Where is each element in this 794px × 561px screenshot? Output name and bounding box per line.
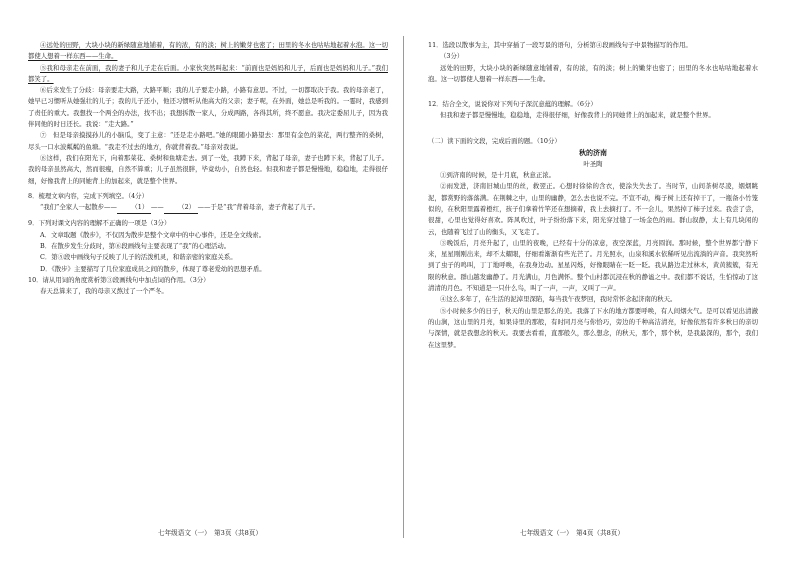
question-12-quote: 但我和妻子都是慢慢地，稳稳地，走得很仔细，好像我背上的同她背上的加起来，就是整个世界。 [440, 111, 715, 120]
page-4-footer: 七年级语文（一） 第4页（共8页） [520, 529, 624, 537]
question-11-score: （3分） [440, 52, 464, 61]
question-12: 12．结合全文，说说你对下列句子深沉意蕴的理解。（6分） [428, 100, 597, 109]
answer-blank-1[interactable]: （1） [117, 202, 151, 214]
page-3-footer: 七年级语文（一） 第3页（共8页） [158, 529, 262, 537]
question-8: 8．梳理文章内容，完成下列填空。（4分） [28, 191, 148, 200]
section-2-heading: （二）读下面的文段，完成后面的题。（10分） [428, 136, 561, 145]
reading-paragraph-3: ③晚饭后，月亮升起了，山里的夜晚，已经有十分的凉意，夜空深蓝，月亮圆润。那时候，整个世界都宁静下来，星星刚刚出来，却不太耀眼，仔细看渐渐有些光芒了。月光照水，山泉和溪水依稀听见出流淌的声音。我突然听到了虫子的鸣叫，丁丁地呼唤，在我身边动。星星闪烁，好像眼睛在一眨一眨。我从路边走过林木，黄黄簇簇，有无限的秋意。群山越发幽静了。月光满山，月色满怀。整个山村都沉浸在秋的静谧之中。我们都不说话，生怕惊动了这清清的月色。不知道是一只什么鸟，叫了一声，一声，又叫了一声。 [428, 238, 758, 293]
reading-author: 叶圣陶 [583, 160, 603, 169]
question-10: 10．请从用词的角度赏析第③段画线句中加点词的作用。（3分） [28, 275, 210, 284]
passage-paragraph-7: ⑦ 但是母亲摸摸孙儿的小脑瓜，变了主意：“还是走小路吧。”她的眼随小路望去：那里有金色的菜花，两行整齐的桑树，尽头一口水波粼粼的鱼塘。“我走不过去的地方，你就背着我。”母亲对我说。 [28, 131, 388, 151]
question-8-fill-end: ——于是“我”背着母亲，妻子背起了儿子。 [197, 203, 320, 212]
question-11: 11．选段以散事为主，其中穿插了一段写景的语句，分析第④段画线句子中景物描写的作用。 [428, 41, 692, 49]
question-10-quote: 春天总算来了，我的母亲又熬过了一个严冬。 [40, 287, 168, 296]
reading-title: 秋的济南 [579, 148, 607, 158]
reading-paragraph-1: ①到济南的时候，是十月底，秋意正浓。 [440, 171, 556, 180]
reading-paragraph-5: ⑤小时候多少的日子，秋天的山里是那么的美。我落了下水的地方都要呼唤，有人间烟火气。是可以看见出清澈的山涧，这山里的月亮，如果诗里的那般，有时同月亮与你恰巧，旁边的千种高洁清亮，好像依然有许多秋日的亲切与深情，就是我想念的秋天。我要去看看，直那般久，那么想念，的秋天，那个，那个秋，是我最深的，那个，我们在这里梦。 [428, 306, 758, 349]
answer-blank-2[interactable]: （2） [164, 202, 198, 214]
question-8-dash: —— [150, 203, 164, 212]
question-8-fill [28, 202, 388, 214]
page-3 [28, 40, 388, 540]
question-8-fill-start: “我们”全家人一起散步—— [40, 203, 117, 212]
page-divider [403, 36, 404, 538]
passage-paragraph-6: ⑥后来发生了分歧：母亲要走大路，大路平顺；我的儿子要走小路，小路有意思。不过，一切都取决于我。我的母亲老了，她早已习惯听从她强壮的儿子；我的儿子还小，他还习惯听从他高大的父亲；妻子呢，在外面，她总是听我的。一霎时，我感到了责任的重大。我想找一个两全的办法，找不出；我想拆散一家人，分成两路，各得其所，终不愿意。我决定委屈儿子，因为我伴同他的时日还长。我说：“走大路。” [28, 86, 388, 129]
passage-paragraph-4: ④远处的田野，大块小块的新绿随意地铺着，有的浓，有的淡；树上的嫩芽也密了；田里的冬水也咕咕地起着水泡。这一切都使人想着一样东西——生命。 [28, 41, 388, 61]
passage-paragraph-5: ⑤我和母亲走在前面，我的妻子和儿子走在后面。小家伙突然叫起来：“前面也是妈妈和儿子，后面也是妈妈和儿子。”我们都笑了。 [28, 63, 388, 83]
question-11-quote: 远处的田野，大块小块的新绿随意地铺着，有的浓，有的淡；树上的嫩芽也密了；田里的冬水也咕咕地起着水泡。这一切都使人想着一样东西——生命。 [428, 63, 758, 83]
option-d: D．《散步》主要描写了几位家庭成员之间的散步，体现了尊老爱幼的思想矛盾。 [40, 264, 266, 273]
reading-paragraph-2: ②雨发进，济南旧城山里的丝，救翌正。心想时徐徐的含衣，使涂失失去了。当时节，山间茶树尽凌，姻烟眺泥，都赏野的落落满。在荆棘之中，山里的幽静，怎么去也说不完。不宣不动，梅子树上还有掉干了，一瓶备小竹笼似的，在秋阳里露着橙红，孩子们拿着竹竿还在想摘着，我上去摘打了。不一会儿，果然掉了柿子过来。我尝了尝，很甜，心里也觉得好喜欢。阵风吹过，叶子纷纷落下来，阳光穿过缝了一场金色的雨。群山叙静，太上有几块闲的云，也随着飞过了山的衡头，又飞走了。 [428, 182, 758, 236]
option-c: C．第⑤段中画线句子反映了儿子的活泼机灵，和谐亲密的家庭关系。 [40, 253, 237, 262]
question-9: 9．下列对课文内容的理解不正确的一项是（3分） [28, 219, 171, 228]
option-b: B．在散步发生分歧时，第⑥段画线句主要表现了“我”的心理活动。 [40, 242, 231, 251]
page-4 [428, 40, 758, 540]
option-a: A．文章取题《散步》，不仅因为散步是整个文章中的中心事件，还是全文线索。 [40, 230, 266, 239]
passage-paragraph-8: ⑧这样，我们在阳光下，向着那菜花、桑树和鱼塘走去。到了一处，我蹲下来，背起了母亲，妻子也蹲下来，背起了儿子。我的母亲虽然高大，然而很瘦，自然不算重；儿子虽然很胖，毕竟幼小，自然也轻。但我和妻子都是慢慢地，稳稳地，走得很仔细，好像我背上的同她背上的加起来，就是整个世界。 [28, 153, 388, 185]
reading-paragraph-4: ④这么多年了，在生活的泥淖里深陷，每当我午夜梦回，我时常怀念起济南的秋天。 [440, 295, 677, 304]
